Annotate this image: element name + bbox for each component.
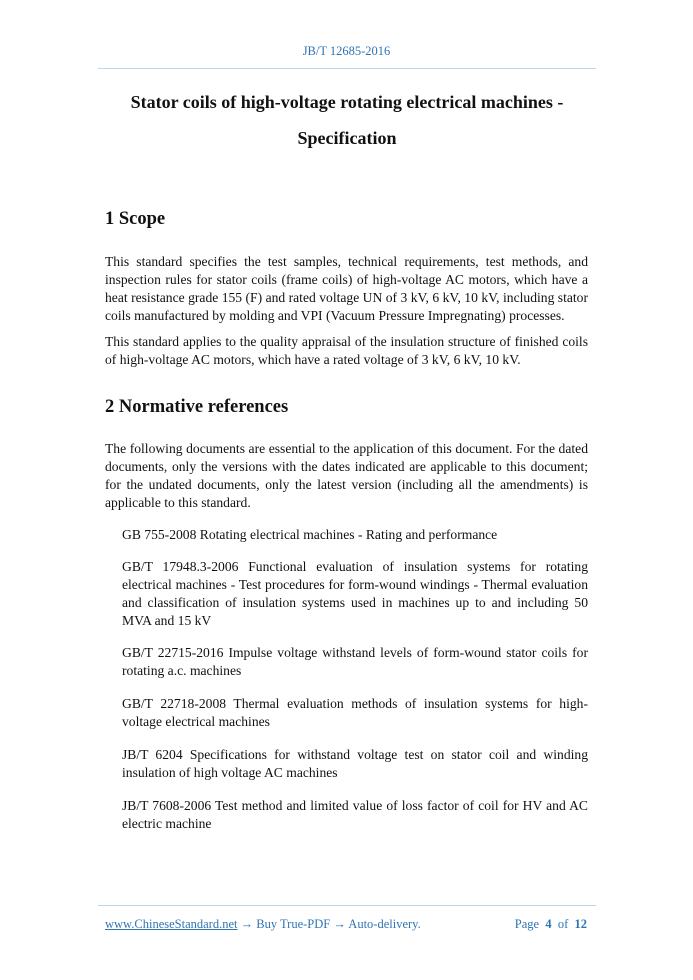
title-line-2: Specification — [297, 128, 397, 148]
reference-item: JB/T 6204 Specifications for withstand voltage test on stator coil and winding insulation of high voltage AC machines — [122, 747, 588, 780]
reference-item: JB/T 7608-2006 Test method and limited value of loss factor of coil for HV and AC electric machine — [122, 798, 588, 831]
scope-paragraph: This standard applies to the quality appraisal of the insulation structure of finished coils of high-voltage AC motors, which have a rated voltage of 3 kV, 6 kV, 10 kV. — [105, 334, 588, 367]
auto-delivery-text: → Auto-delivery. — [333, 917, 421, 931]
header-rule — [98, 68, 596, 69]
title-line-1: Stator coils of high-voltage rotating electrical machines - — [130, 92, 564, 112]
scope-paragraph: This standard specifies the test samples, technical requirements, test methods, and inspection rules for stator coils (frame coils) of high-voltage AC motors, which have a heat resistance grade 155 (F) and rated voltage UN of 3 kV, 6 kV, 10 kV, including stator coils manufactured by molding and VPI (Vacuum Pressure Impregnating) processes. — [105, 254, 588, 323]
reference-item: GB/T 17948.3-2006 Functional evaluation of insulation systems for rotating electrical machines - Test procedures for form-wound windings - Thermal evaluation and classification of insulation systems used in machines up to and including 50 MVA and 15 kV — [122, 559, 588, 628]
chinesestandard-link[interactable]: www.ChineseStandard.net — [105, 917, 238, 931]
header-doc-code: JB/T 12685-2016 — [302, 44, 391, 58]
section-heading-normative-references: 2 Normative references — [105, 397, 289, 417]
references-intro-paragraph: The following documents are essential to the application of this document. For the dated documents, only the versions with the dates indicated are applicable to this document; for the undated documents, only the latest version (including all the amendments) is applicable to this standard. — [105, 441, 588, 510]
total-pages: 12 — [574, 917, 587, 931]
reference-item: GB/T 22718-2008 Thermal evaluation methods of insulation systems for high-voltage electrical machines — [122, 696, 588, 729]
reference-item: GB 755-2008 Rotating electrical machines - Rating and performance — [122, 527, 498, 542]
of-label: of — [557, 917, 569, 931]
footer-rule — [98, 905, 596, 906]
page-number — [515, 917, 587, 932]
page-label: Page — [514, 917, 540, 931]
reference-item: GB/T 22715-2016 Impulse voltage withstand levels of form-wound stator coils for rotating a.c. machines — [122, 645, 588, 678]
current-page: 4 — [545, 917, 552, 931]
section-heading-scope: 1 Scope — [105, 209, 166, 229]
footer-links — [105, 917, 421, 932]
buy-pdf-text: → Buy True-PDF — [237, 917, 334, 931]
